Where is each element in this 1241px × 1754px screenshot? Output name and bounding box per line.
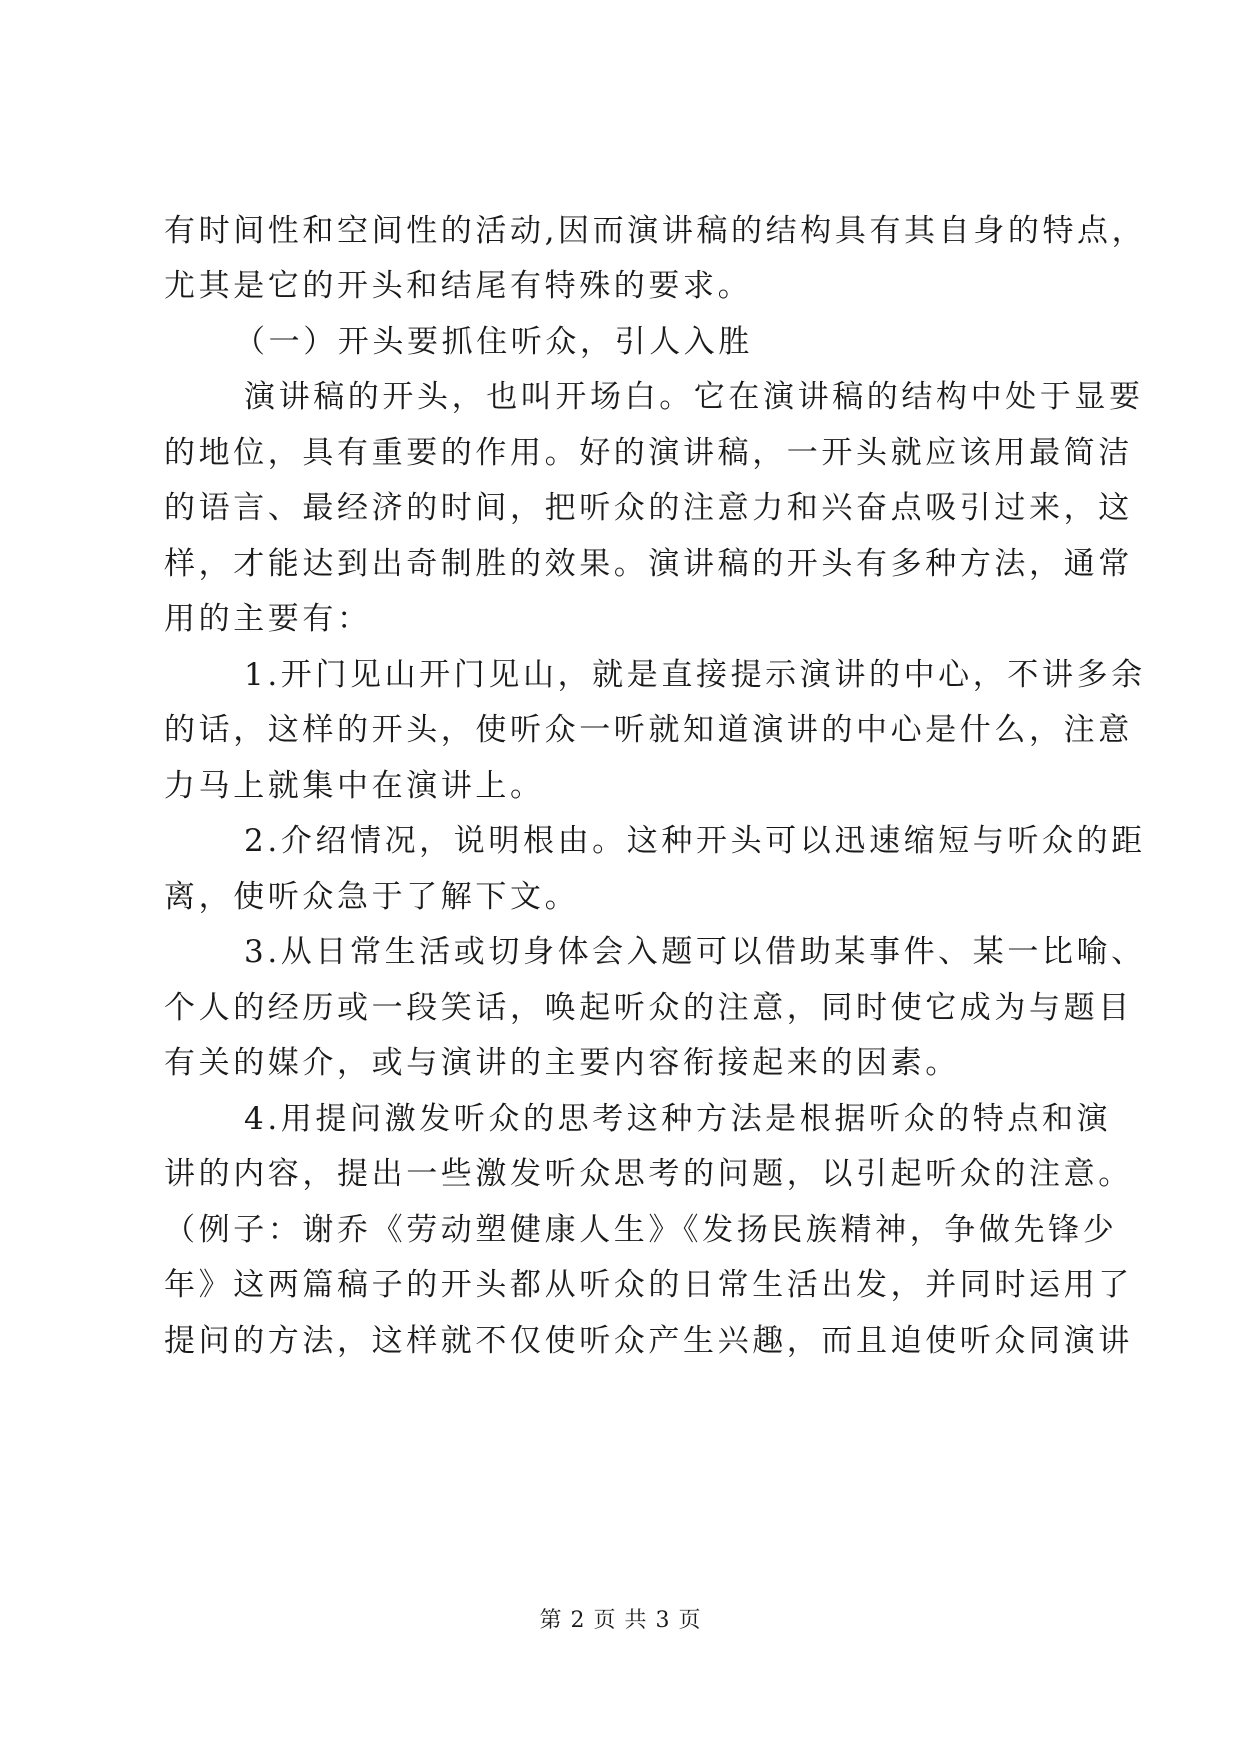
body-line-6: 的语言、最经济的时间，把听众的注意力和兴奋点吸引过来，这: [164, 490, 1133, 526]
body-line-7: 样，才能达到出奇制胜的效果。演讲稿的开头有多种方法，通常: [164, 546, 1133, 582]
list-item-2-line-1: 2.介绍情况，说明根由。这种开头可以迅速缩短与听众的距: [244, 823, 1146, 859]
list-item-4-line-4: 年》这两篇稿子的开头都从听众的日常生活出发，并同时运用了: [164, 1267, 1133, 1303]
list-item-1-line-1: 1.开门见山开门见山，就是直接提示演讲的中心，不讲多余: [244, 657, 1146, 693]
list-item-4-line-3: （例子：谢乔《劳动塑健康人生》《发扬民族精神，争做先锋少: [164, 1212, 1118, 1248]
list-item-1-line-2: 的话，这样的开头，使听众一听就知道演讲的中心是什么，注意: [164, 712, 1133, 748]
section-heading-opening: （一）开头要抓住听众，引人入胜: [234, 324, 753, 360]
body-line-4: 演讲稿的开头，也叫开场白。它在演讲稿的结构中处于显要: [244, 379, 1144, 415]
list-item-1-line-3: 力马上就集中在演讲上。: [164, 768, 545, 804]
body-line-1: 有时间性和空间性的活动,因而演讲稿的结构具有其自身的特点，: [164, 213, 1147, 249]
list-item-3-line-3: 有关的媒介，或与演讲的主要内容衔接起来的因素。: [164, 1045, 960, 1081]
list-item-4-line-2: 讲的内容，提出一些激发听众思考的问题，以引起听众的注意。: [164, 1156, 1133, 1192]
list-item-4-line-5: 提问的方法，这样就不仅使听众产生兴趣，而且迫使听众同演讲: [164, 1323, 1133, 1359]
list-item-2-line-2: 离，使听众急于了解下文。: [164, 879, 580, 915]
page-number-footer: 第 2 页 共 3 页: [539, 1608, 702, 1633]
list-item-3-line-2: 个人的经历或一段笑话，唤起听众的注意，同时使它成为与题目: [164, 990, 1133, 1026]
body-line-8: 用的主要有：: [164, 601, 372, 637]
body-line-5: 的地位，具有重要的作用。好的演讲稿，一开头就应该用最简洁: [164, 435, 1133, 471]
list-item-3-line-1: 3.从日常生活或切身体会入题可以借助某事件、某一比喻、: [244, 934, 1146, 970]
body-line-2: 尤其是它的开头和结尾有特殊的要求。: [164, 268, 753, 304]
list-item-4-line-1: 4.用提问激发听众的思考这种方法是根据听众的特点和演: [244, 1101, 1112, 1137]
